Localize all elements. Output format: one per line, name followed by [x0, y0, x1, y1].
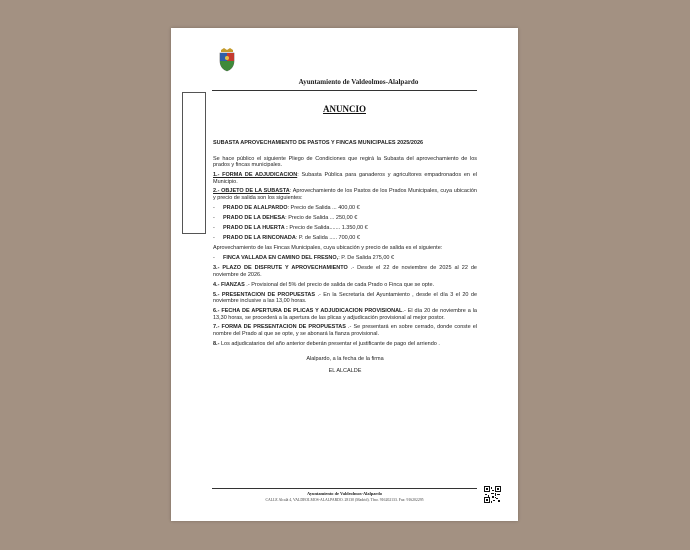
prado-item: - PRADO DE LA RINCONADA: P. de Salida ..... 700,00 €	[213, 235, 360, 242]
prado-price: : P. de Salida ..... 700,00 €	[295, 235, 360, 242]
section-3-text: .- Desde el 22 de noviembre de 2025 al 22 de noviembre de 2026.	[213, 265, 477, 279]
section-7-text: .- Se presentará en sobre cerrado, donde conste el nombre del Prado al que se opte, y se abonará la fianza provisional.	[213, 324, 478, 337]
signature-block	[213, 356, 477, 374]
prado-name: PRADO DE LA HUERTA :	[223, 225, 288, 232]
prado-name: PRADO DE LA DEHESA	[223, 214, 286, 221]
section-5-text: .- En la Secretaría del Ayuntamiento , desde el día 3 el 20 de noviembre inclusive a las 13,00 horas.	[213, 291, 478, 305]
municipal-crest-logo	[218, 48, 236, 72]
section-5	[213, 292, 477, 305]
prado-item: - PRADO DE ALALPARDO: Precio de Salida ... 400,00 €	[213, 204, 360, 211]
prado-price: Precio de Salida....... 1.350,00 €	[287, 225, 368, 232]
document-title: ANUNCIO	[322, 104, 366, 114]
fincas-intro: Aprovechamiento de las Fincas Municipales, cuya ubicación y precio de salida es el siguiente:	[213, 245, 443, 252]
section-2-text: : Aprovechamiento de los Pastos de los Prados Municipales, cuya ubicación y precio de salida son los siguientes:	[213, 188, 477, 201]
footer-organization: Ayuntamiento de Valdeolmos-Alalpardo	[306, 491, 383, 496]
finca-name: FINCA VALLADA EN CAMINO DEL FRESNO,	[223, 255, 339, 262]
prado-item: - PRADO DE LA HUERTA : Precio de Salida....... 1.350,00 €	[213, 225, 368, 232]
section-8-label: 8.-	[213, 340, 220, 347]
section-2-label: 2.- OBJETO DE LA SUBASTA	[213, 188, 290, 195]
section-6-text: .- El día 20 de noviembre a la 13,30 horas, se procederá a la apertura de las plicas y adjudicación provisional al mejor postor.	[213, 307, 477, 321]
prado-name: PRADO DE LA RINCONADA	[223, 235, 296, 242]
prado-name: PRADO DE ALALPARDO	[223, 204, 288, 211]
finca-price: : P. De Salida 275,00 €	[338, 255, 395, 262]
electronic-signature-verification-text	[493, 168, 507, 478]
subject-heading: SUBASTA APROVECHAMIENTO DE PASTOS Y FINCAS MUNICIPALES 2025/2026	[213, 140, 424, 146]
section-3	[213, 265, 477, 278]
section-8-text: Los adjudicatarios del año anterior deberán presentar el justificante de pago del arriendo .	[219, 340, 440, 347]
section-8	[213, 341, 477, 348]
signature-place-date: Alalpardo, a la fecha de la firma	[306, 356, 384, 363]
section-4	[213, 282, 477, 289]
intro-paragraph: Se hace público el siguiente Pliego de Condiciones que regirá la Subasta del aprovechamiento de los prados y fincas municipales.	[213, 155, 477, 169]
section-4-text: .- Provisional del 5% del precio de salida de cada Prado o Finca que se opte.	[244, 281, 435, 288]
section-1-label: 1.- FORMA DE ADJUDICACION	[213, 171, 298, 178]
section-2	[213, 188, 477, 201]
section-7-label: 7.- FORMA DE PRESENTACION DE PROPUESTAS	[213, 324, 346, 331]
header-organization: Ayuntamiento de Valdeolmos-Alalpardo	[298, 78, 419, 86]
section-1-text: : Subasta Pública para ganaderos y agricultores empadronados en el Municipio.	[213, 171, 477, 185]
section-6	[213, 308, 477, 321]
section-7	[213, 324, 477, 337]
prado-price: : Precio de Salida ... 400,00 €	[287, 204, 360, 211]
section-5-label: 5.- PRESENTACION DE PROPUESTAS	[213, 291, 316, 298]
header-divider	[212, 90, 477, 91]
finca-item: - FINCA VALLADA EN CAMINO DEL FRESNO,: P. De Salida 275,00 €	[213, 255, 395, 262]
signature-role: EL ALCALDE	[328, 367, 362, 374]
document-body	[213, 140, 477, 380]
prado-item: - PRADO DE LA DEHESA: Precio de Salida ... 250,00 €	[213, 214, 358, 221]
footer-address: CALLE Alcalá 4, VALDEOLMOS-ALALPARDO. 28130 (Madrid). Tfno. 916202133. Fax: 916202295	[265, 498, 424, 502]
section-3-label: 3.- PLAZO DE DISFRUTE Y APROVECHAMIENTO	[213, 265, 348, 272]
section-6-label: 6.- FECHA DE APERTURA DE PLICAS Y ADJUDICACION PROVISIONAL	[213, 307, 403, 314]
prado-price: : Precio de Salida ... 250,00 €	[285, 214, 358, 221]
footer-divider	[212, 488, 477, 489]
section-4-label: 4.- FIANZAS	[213, 281, 245, 288]
qr-code-icon	[484, 486, 501, 503]
section-1	[213, 172, 477, 185]
document-page	[171, 28, 518, 521]
registry-stamp-text	[186, 97, 202, 231]
